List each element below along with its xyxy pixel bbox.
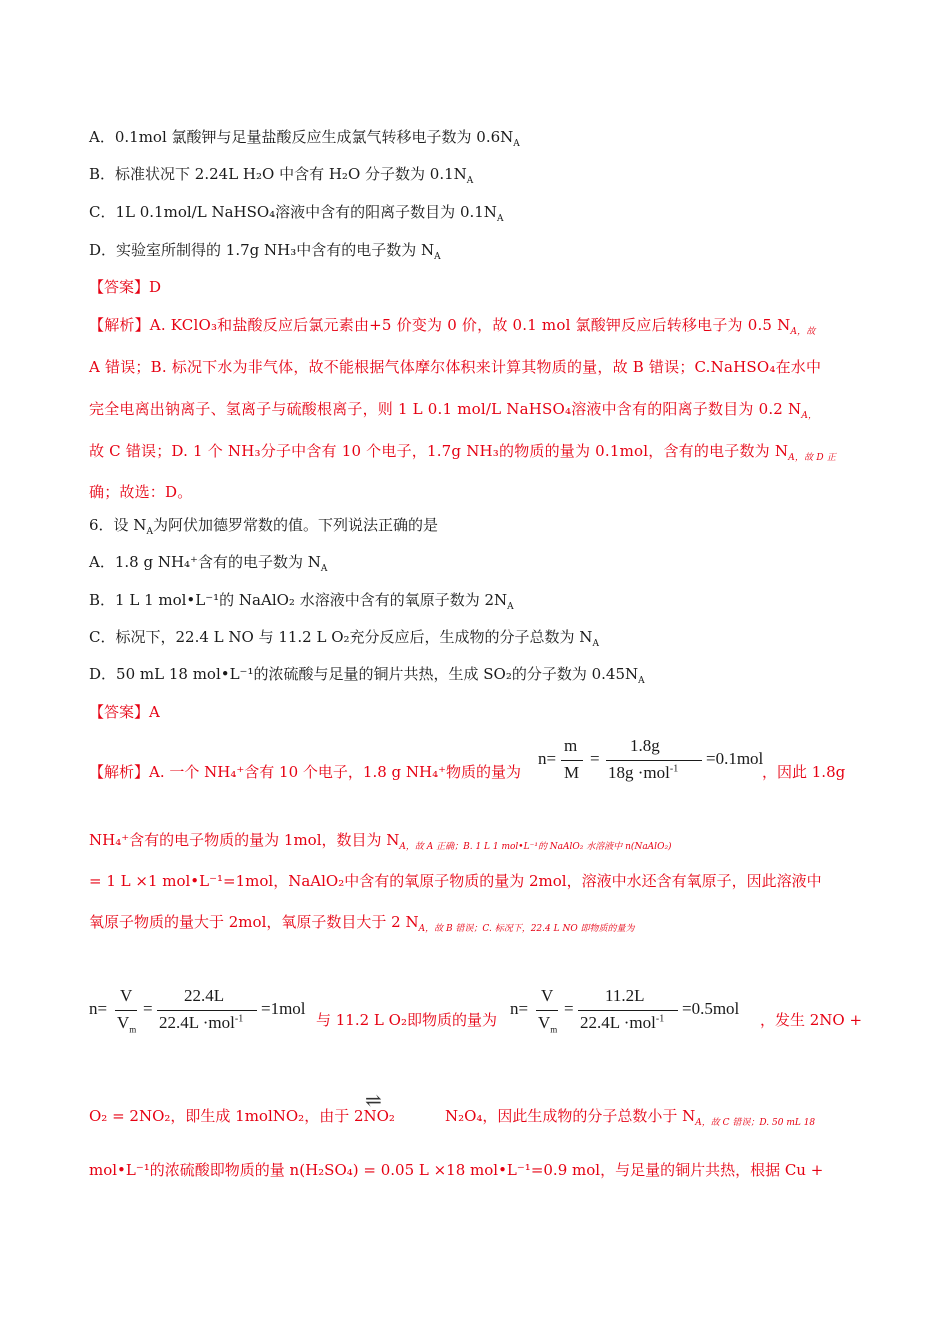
q5-analysis-line-4: 故 C 错误；D. 1 个 NH₃分子中含有 10 个电子，1.7g NH₃的物质的量为 0.1mol，含有的电子数为 $N_{A,故 D 正}$ — [89, 442, 837, 463]
q6-analysis-line-6: mol•L⁻¹的浓硫酸即物质的量 n(H₂SO₄) = 0.05 L ×18 mol•L⁻¹=0.9 mol，与足量的铜片共热，根据 Cu + — [89, 1161, 824, 1179]
q6-option-d: D．50 mL 18 mol•L⁻¹的浓硫酸与足量的铜片共热，生成 SO₂的分子数为 $0.45N_A$ — [89, 665, 645, 686]
q6-option-a: A．1.8 g NH₄⁺含有的电子数为 $N_A$ — [89, 553, 328, 574]
q5-option-a: A．0.1mol 氯酸钾与足量盐酸反应生成氯气转移电子数为 $0.6N_A$ — [89, 128, 520, 149]
q5-option-c: C．1L 0.1mol/L NaHSO₄溶液中含有的阳离子数目为 $0.1N_A$ — [89, 203, 504, 224]
q6-stem: 6．设 $N_A$为阿伏加德罗常数的值。下列说法正确的是 — [89, 516, 438, 537]
equilibrium-arrow-icon: ⇌ — [365, 1088, 382, 1112]
q5-analysis-line-1: 【解析】A. KClO₃和盐酸反应后氯元素由+5 价变为 0 价，故 0.1 mol 氯酸钾反应后转移电子为 0.5 $N_{A,故}$ — [89, 316, 816, 337]
q6-answer: 【答案】A — [89, 703, 160, 721]
q6-option-b: B．1 L 1 mol•L⁻¹的 NaAlO₂ 水溶液中含有的氧原子数为 $2N_A$ — [89, 591, 514, 612]
q5-option-b: B．标准状况下 2.24L H₂O 中含有 H₂O 分子数为 $0.1N_A$ — [89, 165, 474, 186]
q5-analysis-line-3: 完全电离出钠离子、氢离子与硫酸根离子，则 1 L 0.1 mol/L NaHSO₄溶液中含有的阳离子数目为 0.2 $N_{A,}$ — [89, 400, 818, 421]
q6-analysis-line-4: 氧原子物质的量大于 2mol，氧原子数目大于 2 $N_{A,故 B 错误;C. 标况下,22.4 L NO 即物质的量为}$ — [89, 913, 635, 934]
q5-analysis-line-2: A 错误；B. 标况下水为非气体，故不能根据气体摩尔体积来计算其物质的量，故 B 错误；C.NaHSO₄在水中 — [89, 358, 822, 376]
formula-moles-nh4: n= m M = 1.8g 18g ·mol$^{-1}$ =0.1mol — [538, 736, 764, 782]
q5-option-d: D．实验室所制得的 1.7g NH₃中含有的电子数为 $N_A$ — [89, 241, 441, 262]
q6-option-c: C．标况下，22.4 L NO 与 11.2 L O₂充分反应后，生成物的分子总数为 $N_A$ — [89, 628, 599, 649]
q6-formula-text-1: 与 11.2 L O₂即物质的量为 — [316, 1011, 497, 1029]
q5-analysis-line-5: 确；故选：D。 — [89, 483, 193, 501]
q6-analysis-line-1: 【解析】A. 一个 NH₄⁺含有 10 个电子，1.8 g NH₄⁺物质的量为 — [89, 763, 522, 781]
formula-moles-o2: n= V $V_m$ = 11.2L 22.4L ·mol$^{-1}$ =0.5mol — [510, 986, 740, 1035]
q6-analysis-line-3: = 1 L ×1 mol•L⁻¹=1mol，NaAlO₂中含有的氧原子物质的量为 2mol，溶液中水还含有氧原子，因此溶液中 — [89, 872, 822, 890]
q6-analysis-line-2: NH₄⁺含有的电子物质的量为 1mol，数目为 $N_{A,故 A 正确;B. 1 L 1 mol•L^{-1}的 NaAlO_2 水溶液中 n(NaAlO_2)}$ — [89, 831, 672, 852]
formula-moles-no: n= V $V_m$ = 22.4L 22.4L ·mol$^{-1}$ =1mol — [89, 986, 306, 1035]
q6-analysis-line-1-tail: ，因此 1.8g — [762, 763, 846, 781]
q6-formula-text-2: ，发生 2NO + — [760, 1011, 863, 1029]
q6-analysis-line-5: O₂ = 2NO₂，即生成 1molNO₂，由于 2NO₂ N₂O₄，因此生成物的分子总数小于 $N_{A,故 C 错误;D. 50 mL 18}$ — [89, 1107, 816, 1128]
q5-answer: 【答案】D — [89, 278, 162, 296]
